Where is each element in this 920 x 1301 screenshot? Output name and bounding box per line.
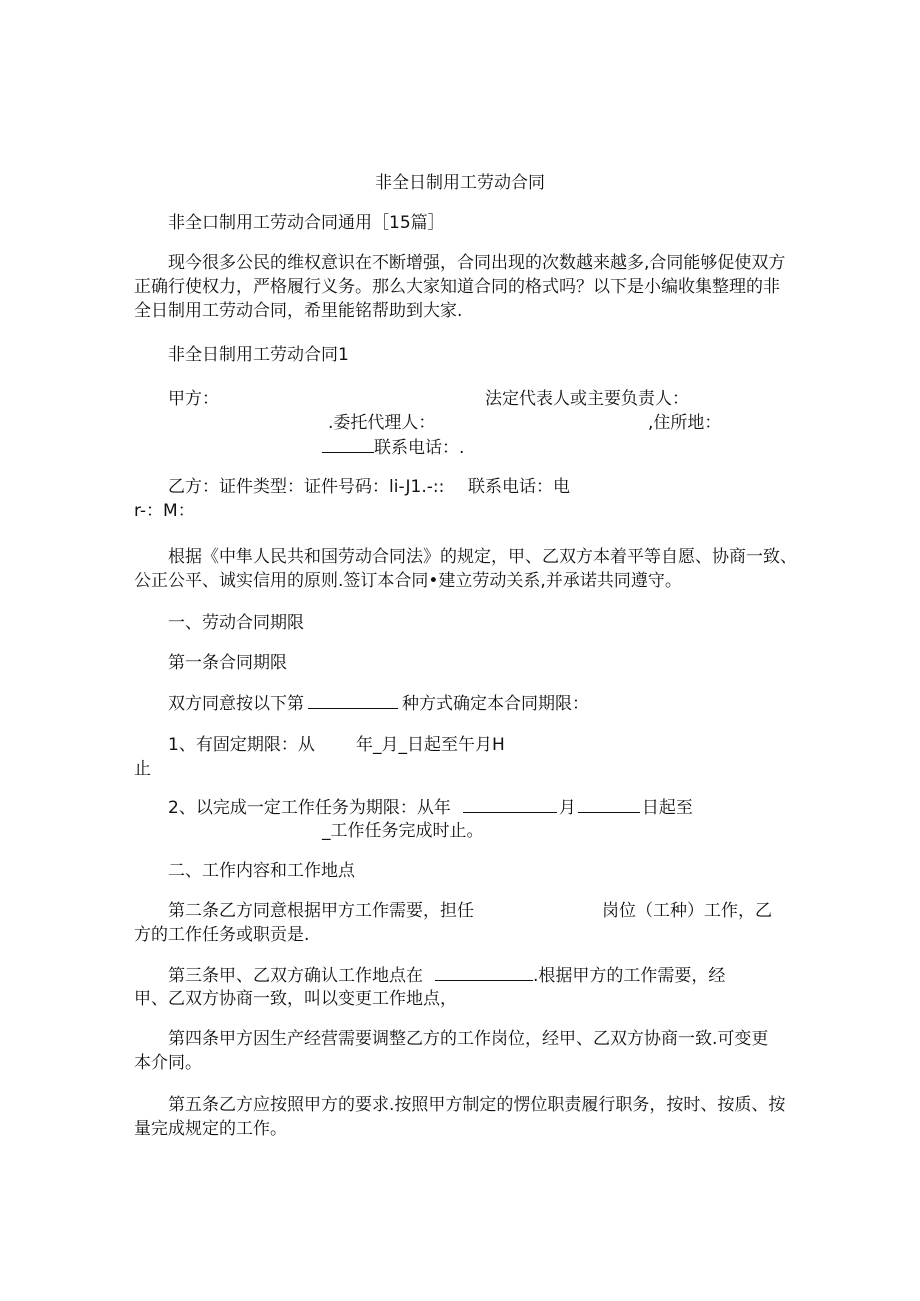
- party-a-label: 甲方：: [168, 389, 219, 409]
- term-2-day: 日起至: [641, 798, 693, 818]
- article-4-text-b: 本介同。: [134, 1053, 202, 1073]
- term-choice-blank: [308, 692, 398, 709]
- intro-line-3: 全日制用工劳动合同，希里能铭帮助到大家.: [134, 301, 463, 321]
- term-1-end: 止: [134, 759, 151, 779]
- address-label: ,住所地：: [648, 413, 722, 433]
- chapter-1-heading: 一、劳动合同期限: [168, 613, 304, 633]
- intro-line-2: 正确行使权力，严格履行义务。那么大家知道合同的格式吗？以下是小编收集整理的非: [134, 277, 780, 297]
- term-intro-text-b: 种方式确定本合同期限：: [402, 694, 589, 714]
- article-3-text-a: 第三条甲、乙双方确认工作地点在: [168, 966, 423, 986]
- term-1-label: 1、有固定期限：从: [168, 735, 315, 755]
- document-subtitle: 非全口制用工劳动合同通用［15篇］: [168, 213, 445, 233]
- phone-blank: [322, 436, 374, 453]
- article-3-text-b: .根据甲方的工作需要，经: [533, 966, 726, 986]
- term-2-line: [168, 796, 693, 819]
- document-title: 非全日制用工劳动合同: [375, 173, 545, 193]
- article-4-text-a: 第四条甲方因生产经营需要调整乙方的工作岗位，经甲、乙双方协商一致.可变更: [168, 1029, 769, 1049]
- section-title: 非全日制用工劳动合同1: [168, 345, 349, 365]
- article-3-line: [168, 964, 725, 987]
- term-1-dates: 年_月_日起至午月H: [356, 735, 505, 755]
- legal-rep-label: 法定代表人或主要负责人：: [485, 389, 689, 409]
- party-b-phone-label: 联系电话：电: [468, 477, 570, 497]
- party-b-line-1: 乙方：证件类型：证件号码：li-J1.-::: [168, 477, 445, 497]
- article-2-text-c: 方的工作任务或职贡是.: [134, 925, 310, 945]
- term-2-blank-1: [463, 796, 557, 813]
- term-intro-text-a: 双方同意按以下第: [168, 694, 304, 714]
- party-a-phone-label: 联系电话：.: [374, 438, 465, 458]
- party-a-phone-line: [322, 436, 464, 459]
- agent-label: .委托代理人：: [328, 413, 436, 433]
- article-5-text-b: 量完成规定的工作。: [134, 1119, 287, 1139]
- work-location-blank: [435, 964, 533, 981]
- basis-line-2: 公正公平、诚实信用的原则.签订本合同•建立劳动关系,并承诺共同遵守。: [134, 571, 682, 591]
- chapter-2-heading: 二、工作内容和工作地点: [168, 861, 355, 881]
- article-3-text-c: 甲、乙双方协商一致，叫以变更工作地点，: [134, 989, 457, 1009]
- article-5-text-a: 第五条乙方应按照甲方的要求.按照甲方制定的愣位职责履行职务，按时、按质、按: [168, 1095, 786, 1115]
- term-intro-line: [168, 692, 589, 715]
- term-2-completion: _工作任务完成时止。: [322, 821, 484, 841]
- term-2-label: 2、以完成一定工作任务为期限：从年: [168, 798, 451, 818]
- term-2-blank-2: [578, 796, 640, 813]
- party-b-line-2: r-：M：: [134, 501, 195, 521]
- basis-line-1: 根据《中隼人民共和国劳动合同法》的规定，甲、乙双方本着平等自愿、协商一致、: [168, 547, 797, 567]
- article-2-text-b: 岗位（工种）工作，乙: [602, 901, 772, 921]
- article-1-heading: 第一条合同期限: [168, 653, 287, 673]
- article-2-text-a: 第二条乙方同意根据甲方工作需要，担任: [168, 901, 474, 921]
- term-2-month: 月: [558, 798, 576, 818]
- intro-line-1: 现今很多公民的维权意识在不断增强，合同出现的次数越来越多,合同能够促使双方: [168, 253, 786, 273]
